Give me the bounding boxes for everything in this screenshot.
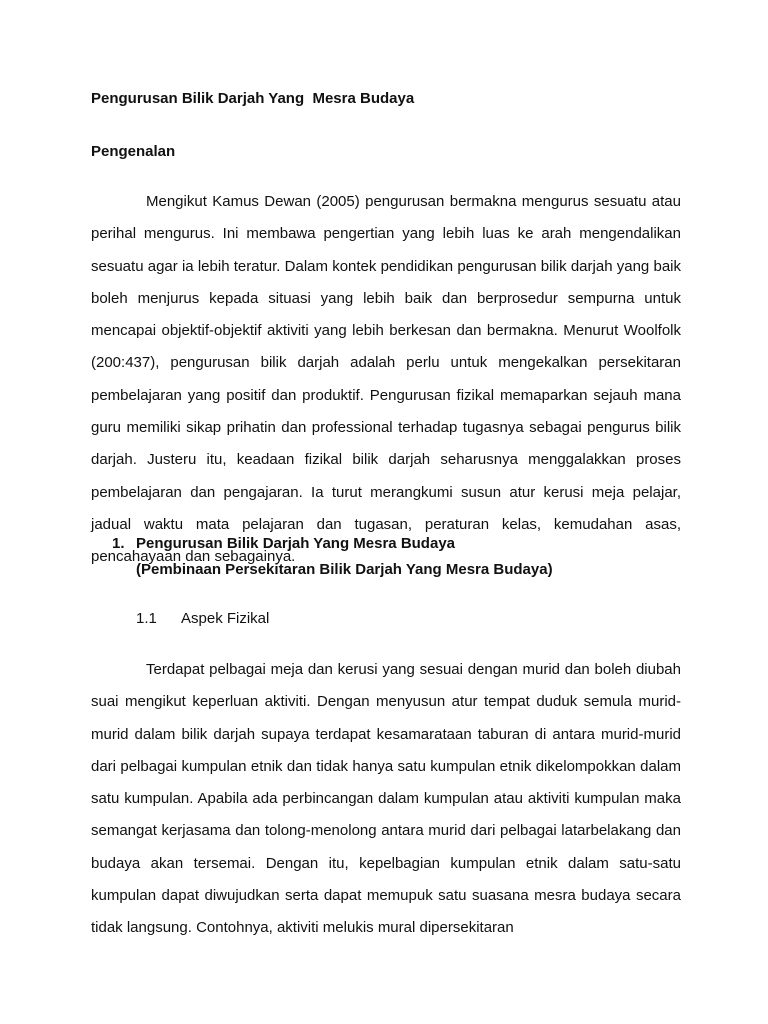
section-heading-line1 — [112, 531, 672, 557]
subsection-heading — [136, 610, 269, 627]
section-heading — [112, 531, 672, 583]
section-title: Pengurusan Bilik Darjah Yang Mesra Budaya — [136, 535, 455, 552]
subsection-number: 1.1 — [136, 610, 157, 627]
intro-heading: Pengenalan — [91, 143, 176, 160]
intro-paragraph: Mengikut Kamus Dewan (2005) pengurusan bermakna mengurus sesuatu atau perihal mengurus. Ini membawa pengertian yang lebih luas ke arah mengendalikan sesuatu agar ia lebih teratur. Dalam kontek pendidikan pengurusan bilik darjah yang baik boleh menjurus kepada situasi yang lebih baik dan berprosedur sempurna untuk mencapai objektif-objektif aktiviti yang lebih berkesan dan bermakna. Menurut Woolfolk (200:437), pengurusan bilik darjah adalah perlu untuk mengekalkan persekitaran pembelajaran yang positif dan produktif. Pengurusan fizikal memaparkan sejauh mana guru memiliki sikap prihatin dan professional terhadap tugasnya sebagai pengurus bilik darjah. Justeru itu, keadaan fizikal bilik darjah seharusnya menggalakkan proses pembelajaran dan pengajaran. Ia turut merangkumi susun atur kerusi meja pelajar, jadual waktu mata pelajaran dan tugasan, peraturan kelas, kemudahan asas, pencahayaan dan sebagainya. — [91, 193, 681, 566]
section-number: 1. — [112, 535, 125, 552]
section-paragraph: Terdapat pelbagai meja dan kerusi yang sesuai dengan murid dan boleh diubah suai mengikut keperluan aktiviti. Dengan menyusun atur tempat duduk semula murid-murid dalam bilik darjah supaya terdapat kesamarataan taburan di antara murid-murid dari pelbagai kumpulan etnik dan tidak hanya satu kumpulan etnik dikelompokkan dalam satu kumpulan. Apabila ada perbincangan dalam kumpulan atau aktiviti kumpulan maka semangat kerjasama dan tolong-menolong antara murid dari pelbagai latarbelakang dan budaya akan tersemai. Dengan itu, kepelbagian kumpulan etnik dalam satu-satu kumpulan dapat diwujudkan serta dapat memupuk satu suasana mesra budaya secara tidak langsung. Contohnya, aktiviti melukis mural dipersekitaran — [91, 661, 681, 937]
section-subtitle: (Pembinaan Persekitaran Bilik Darjah Yang Mesra Budaya) — [136, 561, 553, 578]
subsection-title: Aspek Fizikal — [181, 610, 270, 627]
document-title: Pengurusan Bilik Darjah Yang Mesra Budaya — [91, 90, 415, 107]
